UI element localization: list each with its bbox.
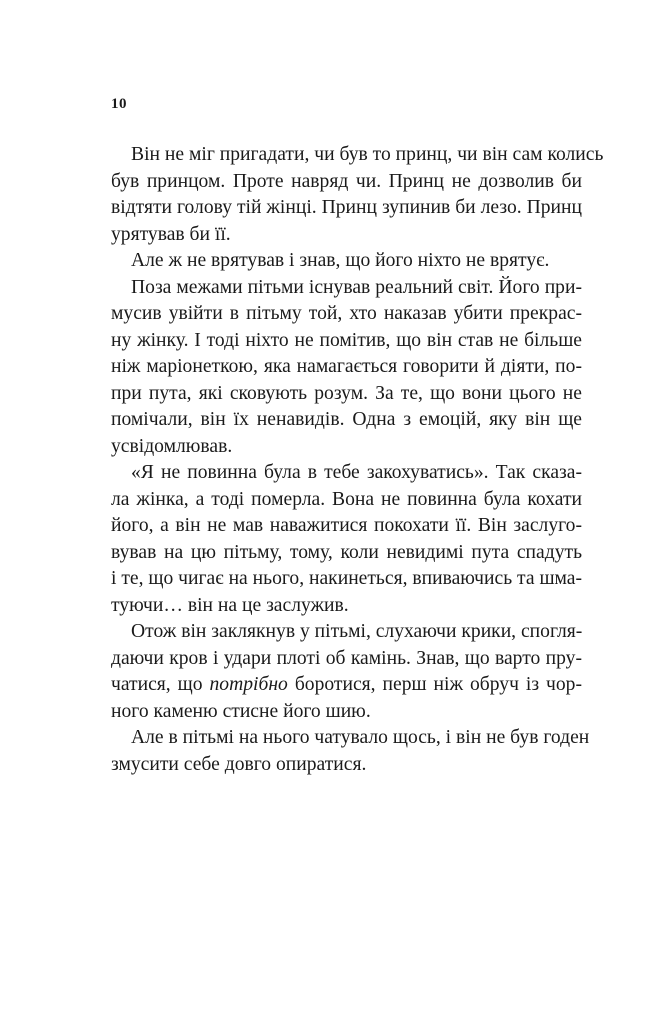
text-line: був принцом. Проте навряд чи. Принц не дозволив би bbox=[111, 170, 582, 192]
paragraph bbox=[111, 725, 590, 778]
text-line: туючи… він на це заслужив. bbox=[111, 594, 349, 616]
emphasized-word: потрібно bbox=[209, 674, 288, 695]
text-line: і те, що чигає на нього, накинеться, впиваючись та шма- bbox=[111, 568, 583, 589]
text-line: ну жінку. І тоді ніхто не помітив, що він став не більше bbox=[111, 329, 582, 351]
text-line: ного каменю стисне його шию. bbox=[111, 700, 371, 722]
text-line: мусив увійти в пітьму той, хто наказав убити прекрас- bbox=[111, 303, 582, 324]
text-line: усвідомлював. bbox=[111, 435, 233, 457]
text-line: помічали, він їх ненавидів. Одна з емоцій, яку він ще bbox=[111, 409, 582, 430]
text-fragment: чатися, що bbox=[111, 674, 210, 695]
text-line: Але ж не врятував і знав, що його ніхто не врятує. bbox=[131, 250, 550, 271]
paragraph bbox=[111, 460, 582, 619]
text-line: ла жінка, а тоді померла. Вона не повинна була кохати bbox=[111, 488, 582, 510]
text-line bbox=[111, 672, 582, 699]
text-line: Він не міг пригадати, чи був то принц, чи він сам колись bbox=[131, 144, 604, 165]
text-line: його, а він не мав наважитися покохати її. Він заслуго- bbox=[111, 515, 582, 536]
text-line: Але в пітьмі на нього чатувало щось, і він не був годен bbox=[131, 727, 590, 748]
text-line: Отож він заклякнув у пітьмі, слухаючи крики, спогля- bbox=[131, 621, 583, 642]
text-line: Поза межами пітьми існував реальний світ. Його при- bbox=[131, 276, 582, 298]
body-text bbox=[111, 142, 604, 778]
page-number: 10 bbox=[111, 96, 127, 112]
text-line: відтяти голову тій жінці. Принц зупинив би лезо. Принц bbox=[111, 197, 582, 218]
paragraph bbox=[111, 142, 604, 248]
paragraph bbox=[111, 619, 582, 725]
text-fragment: боротися, перш ніж обруч із чор- bbox=[287, 674, 582, 695]
text-line: вував на цю пітьму, тому, коли невидимі пута спадуть bbox=[111, 541, 582, 563]
text-line: «Я не повинна була в тебе закохуватись». Так сказа- bbox=[131, 462, 582, 483]
text-line: даючи кров і удари плоті об камінь. Знав, що варто пру- bbox=[111, 647, 582, 669]
text-line: урятував би її. bbox=[111, 223, 231, 245]
text-line: змусити себе довго опиратися. bbox=[111, 753, 367, 775]
text-line: ніж маріонеткою, яка намагається говорити й діяти, по- bbox=[111, 356, 582, 377]
paragraph bbox=[111, 275, 582, 461]
paragraph bbox=[111, 248, 582, 275]
text-line: при пута, які сковують розум. За те, що вони цього не bbox=[111, 382, 582, 404]
